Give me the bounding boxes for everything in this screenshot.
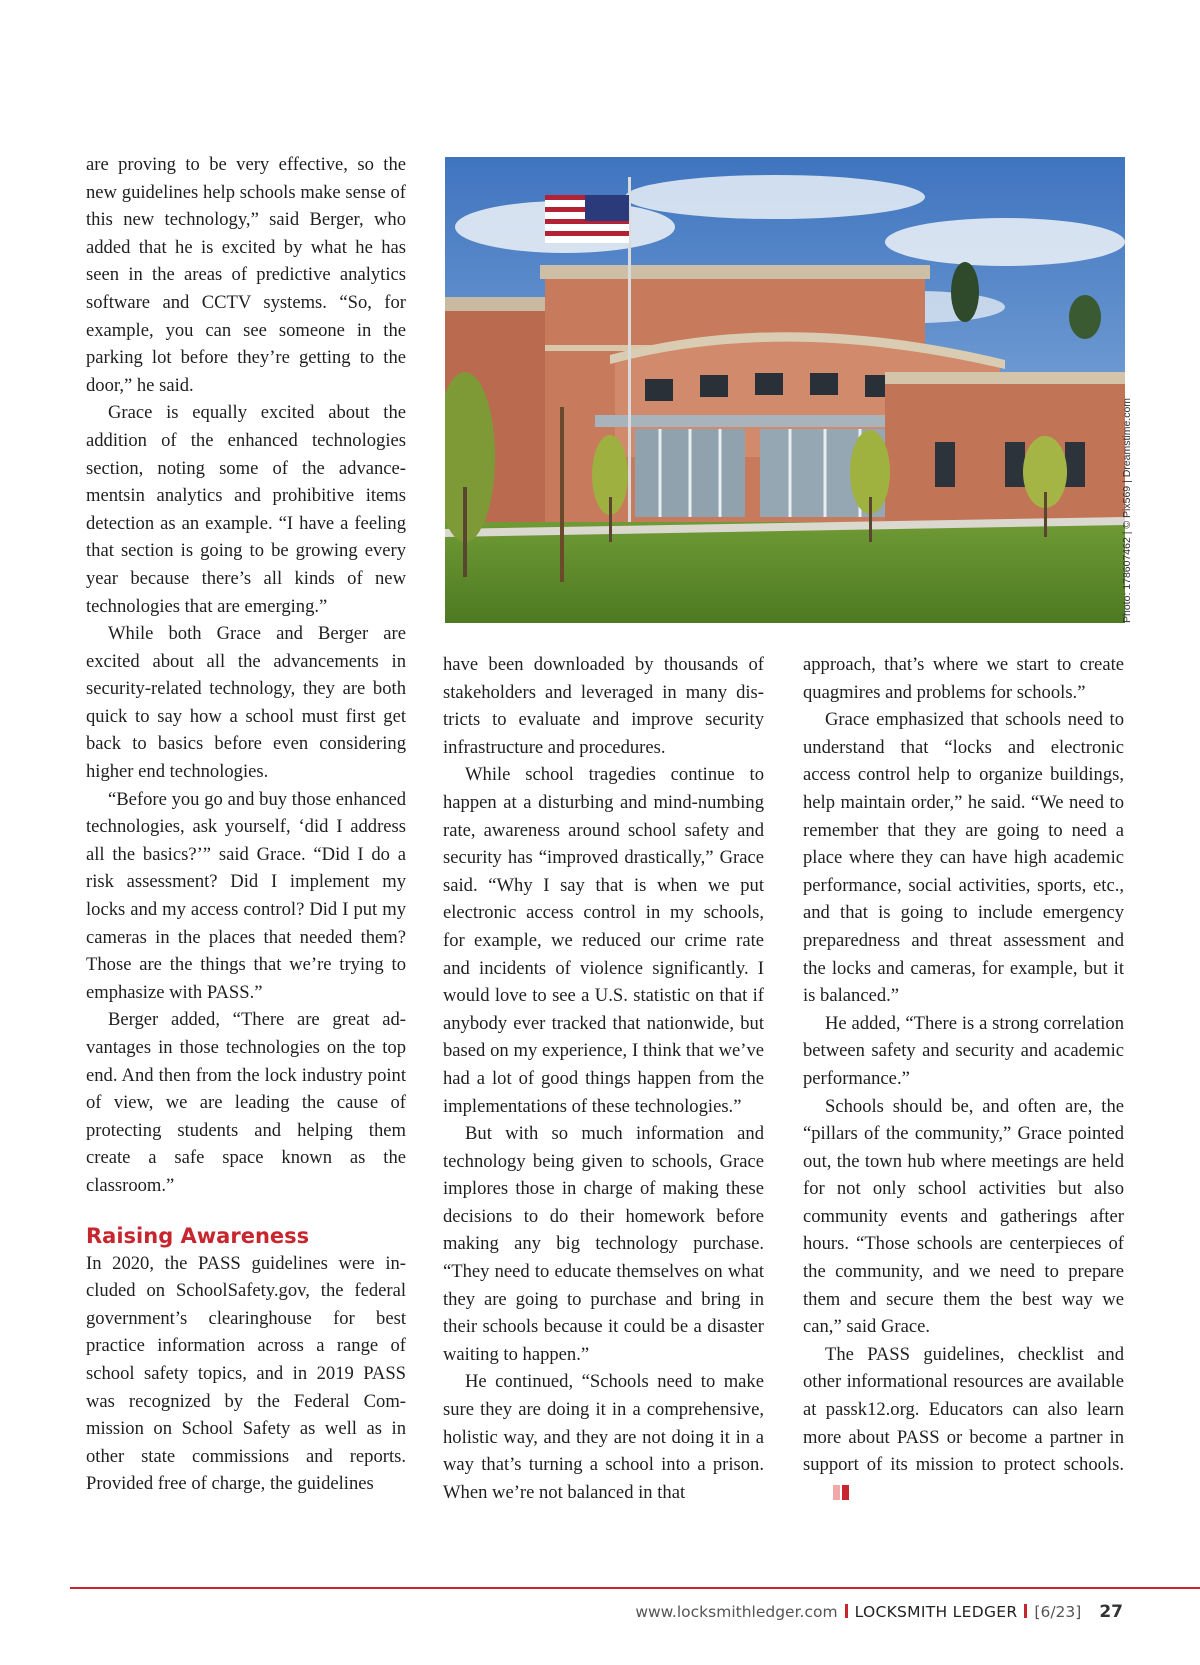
paragraph: approach, that’s where we start to create quagmires and problems for schools.” [803, 654, 1124, 703]
footer-url: www.locksmithledger.com [635, 1603, 838, 1621]
school-building-photo [445, 157, 1125, 623]
footer-issue: [6/23] [1034, 1603, 1082, 1621]
paragraph: Berger added, “There are great advantages in those technologies on the top end. And then from the lock industry point of view, we are leading the cause of protecting students and helping them create a safe space known as the classroom.” [86, 1009, 406, 1196]
paragraph-text: The PASS guidelines, checklist and other informational resources are available at passk12.org. Educators can also learn more about PASS or become a partner in support of its mission to protect schools. [803, 1343, 1124, 1476]
article-column-2 [443, 651, 764, 1506]
photo-credit: Photo: 178607462 | © Pix569 | Dreamstime.com [1121, 397, 1133, 623]
page-number: 27 [1099, 1602, 1123, 1622]
end-mark-dark-block [842, 1485, 849, 1500]
footer-publication: LOCKSMITH LEDGER [854, 1603, 1018, 1621]
footer-divider [1024, 1604, 1027, 1618]
paragraph: In 2020, the PASS guidelines were included on SchoolSafety.gov, the federal government’s clearinghouse for best practice information across a range of school safety topics, and in 2019 PASS was recognized by the Federal Commission on School Safety as well as in other state commissions and reports. Provided free of charge, the guidelines [86, 1252, 406, 1495]
footer-divider [845, 1604, 848, 1618]
paragraph: While school tragedies continue to happen at a disturbing and mind-numbing rate, awareness around school safety and security has “improved drastically,” Grace said. “Why I say that is when we put electronic access control in my schools, for example, we reduced our crime rate and incidents of violence significantly. I would love to see a U.S. statistic on that if anybody ever tracked that nationwide, but based on my experience, I think that we’ve had a lot of good things happen from the implementations of these technologies.” [443, 764, 764, 1117]
paragraph: Grace is equally excited about the addition of the enhanced technologies section, noting some of the advancementsin analytics and prohibitive items detection as an example. “I have a feeling that section is going to be growing every year because there’s all kinds of new technologies that are emerging.” [86, 402, 406, 617]
paragraph: Grace emphasized that schools need to understand that “locks and electronic access control help to organize buildings, help maintain order,” he said. “We need to remember that they are going to need a place where they can have high academic performance, social activities, sports, etc., and that is going to include emergency preparedness and threat assessment and the locks and cameras, for example, but it is balanced.” [803, 709, 1124, 1007]
paragraph: have been downloaded by thousands of stakeholders and leveraged in many districts to evaluate and improve security infrastructure and procedures. [443, 654, 764, 758]
paragraph: While both Grace and Berger are excited about all the advancements in security-related technology, they are both quick to say how a school must first get back to basics before even considering higher end technologies. [86, 623, 406, 783]
paragraph [803, 1341, 1124, 1509]
paragraph: “Before you go and buy those enhanced technologies, ask yourself, ‘did I address all the basics?’” said Grace. “Did I do a risk assessment? Did I implement my locks and my access control? Did I put my cameras in the places that needed them? Those are the things that we’re trying to emphasize with PASS.” [86, 788, 406, 1003]
paragraph: Schools should be, and often are, the “pillars of the community,” Grace pointed out, the town hub where meetings are held for not only school activities but also community events and gatherings after hours. “Those schools are centerpieces of the community, and we need to prepare them and secure them the best way we can,” said Grace. [803, 1095, 1124, 1338]
paragraph: But with so much information and technology being given to schools, Grace implores those in charge of making these decisions to do their homework before making any big technology purchase. “They need to educate themselves on what they are going to purchase and bring in their schools because it could be a disaster waiting to happen.” [443, 1123, 764, 1365]
end-of-article-mark [811, 1481, 851, 1509]
article-column-1 [86, 151, 406, 1498]
end-mark-light-block [833, 1485, 840, 1500]
footer-rule [70, 1587, 1200, 1589]
paragraph: He continued, “Schools need to make sure they are doing it in a comprehensive, holistic way, and they are not doing it in a way that’s turning a school into a prison. When we’re not balanced in that [443, 1371, 764, 1503]
page-footer [635, 1602, 1123, 1622]
article-column-3 [803, 651, 1124, 1508]
paragraph: He added, “There is a strong correlation between safety and security and academic performance.” [803, 1012, 1124, 1089]
section-subhead: Raising Awareness [86, 1223, 310, 1248]
paragraph: are proving to be very effective, so the new guidelines help schools make sense of this new technology,” said Berger, who added that he is excited by what he has seen in the areas of predictive analytics software and CCTV systems. “So, for example, you can see someone in the parking lot before they’re getting to the door,” he said. [86, 154, 406, 396]
